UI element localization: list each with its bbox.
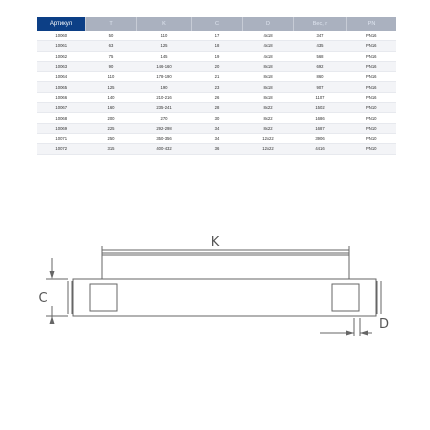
table-cell: 210-216 (137, 92, 192, 102)
header-weight: Вес, г (294, 17, 347, 31)
table-cell: 10069 (37, 123, 86, 133)
table-cell: PN10 (347, 123, 397, 133)
table-cell: 20 (192, 61, 243, 71)
table-cell: 8x22 (243, 123, 294, 133)
table-cell: 292-298 (137, 123, 192, 133)
table-cell: PN10 (347, 133, 397, 143)
table-cell: 28 (192, 103, 243, 113)
table-cell: PN16 (347, 82, 397, 92)
table-cell: 350-356 (137, 133, 192, 143)
table-cell: 145 (137, 51, 192, 61)
table-cell: 63 (86, 41, 137, 51)
header-pn: PN (347, 17, 397, 31)
table-cell: 140 (86, 92, 137, 102)
table-cell: 36 (192, 144, 243, 154)
c-arrow-bottom (50, 316, 55, 324)
table-cell: 10065 (37, 82, 86, 92)
table-cell: 1107 (294, 92, 347, 102)
table-cell: 190 (137, 82, 192, 92)
table-cell: 10067 (37, 103, 86, 113)
table-cell: PN16 (347, 51, 397, 61)
table-cell: 1686 (294, 113, 347, 123)
header-d: D (243, 17, 294, 31)
table-cell: 160 (86, 103, 137, 113)
table-cell: 4x18 (243, 31, 294, 41)
table-cell: 8x18 (243, 92, 294, 102)
d-label: D (378, 317, 390, 332)
table-cell: 50 (86, 31, 137, 41)
table-cell: PN16 (347, 31, 397, 41)
table-cell: 23 (192, 82, 243, 92)
table-cell: 19 (192, 51, 243, 61)
table-cell: 26 (192, 92, 243, 102)
table-cell: 125 (86, 82, 137, 92)
table-cell: 1502 (294, 103, 347, 113)
table-cell: 10061 (37, 41, 86, 51)
flange-body-outline (73, 279, 376, 316)
table-cell: 34 (192, 123, 243, 133)
table-cell: 270 (137, 113, 192, 123)
k-label: K (210, 235, 220, 250)
table-cell: 225 (86, 123, 137, 133)
table-cell: 4x18 (243, 51, 294, 61)
table-cell: 3906 (294, 133, 347, 143)
table-cell: 125 (137, 41, 192, 51)
table-cell: 568 (294, 51, 347, 61)
header-article: Артикул (37, 17, 86, 31)
table-cell: 12x22 (243, 144, 294, 154)
table-cell: 8x18 (243, 82, 294, 92)
table-cell: 10062 (37, 51, 86, 61)
c-label: C (38, 291, 48, 306)
table-cell: 21 (192, 72, 243, 82)
d-arrow-left (346, 331, 354, 336)
header-k: K (137, 17, 192, 31)
table-cell: 10071 (37, 133, 86, 143)
table-cell: 12x22 (243, 133, 294, 143)
table-cell: 347 (294, 31, 347, 41)
table-cell: 146-160 (137, 61, 192, 71)
table-cell: 1687 (294, 123, 347, 133)
table-cell: PN10 (347, 103, 397, 113)
table-cell: 8x18 (243, 72, 294, 82)
c-arrow-top (50, 271, 55, 279)
table-cell: 10072 (37, 144, 86, 154)
table-cell: 110 (137, 31, 192, 41)
table-cell: 435 (294, 41, 347, 51)
table-cell: PN10 (347, 144, 397, 154)
table-cell: PN16 (347, 61, 397, 71)
table-cell: 200 (86, 113, 137, 123)
table-cell: 315 (86, 144, 137, 154)
table-cell: 90 (86, 61, 137, 71)
table-cell: 10064 (37, 72, 86, 82)
table-cell: PN16 (347, 41, 397, 51)
table-cell: 4416 (294, 144, 347, 154)
table-cell: PN16 (347, 92, 397, 102)
table-cell: 34 (192, 133, 243, 143)
table-cell: 110 (86, 72, 137, 82)
table-cell: 8x22 (243, 103, 294, 113)
d-arrow-right (360, 331, 368, 336)
table-cell: 10066 (37, 92, 86, 102)
table-cell: 8x22 (243, 113, 294, 123)
table-cell: 907 (294, 82, 347, 92)
table-cell: 10060 (37, 31, 86, 41)
header-c: C (192, 17, 243, 31)
table-cell: 30 (192, 113, 243, 123)
table-cell: 17 (192, 31, 243, 41)
table-cell: 235-241 (137, 103, 192, 113)
table-cell: 4x18 (243, 41, 294, 51)
table-cell: 10068 (37, 113, 86, 123)
table-cell: 75 (86, 51, 137, 61)
header-t: T (86, 17, 137, 31)
table-cell: 400-432 (137, 144, 192, 154)
left-inner-block (90, 284, 117, 311)
table-cell: PN16 (347, 72, 397, 82)
table-cell: 692 (294, 61, 347, 71)
table-cell: 860 (294, 72, 347, 82)
table-cell: 250 (86, 133, 137, 143)
table-cell: 178-190 (137, 72, 192, 82)
table-cell: 8x18 (243, 61, 294, 71)
table-cell: 10063 (37, 61, 86, 71)
table-cell: PN10 (347, 113, 397, 123)
flange-top-bar (102, 253, 349, 255)
table-cell: 18 (192, 41, 243, 51)
right-inner-block (332, 284, 359, 311)
